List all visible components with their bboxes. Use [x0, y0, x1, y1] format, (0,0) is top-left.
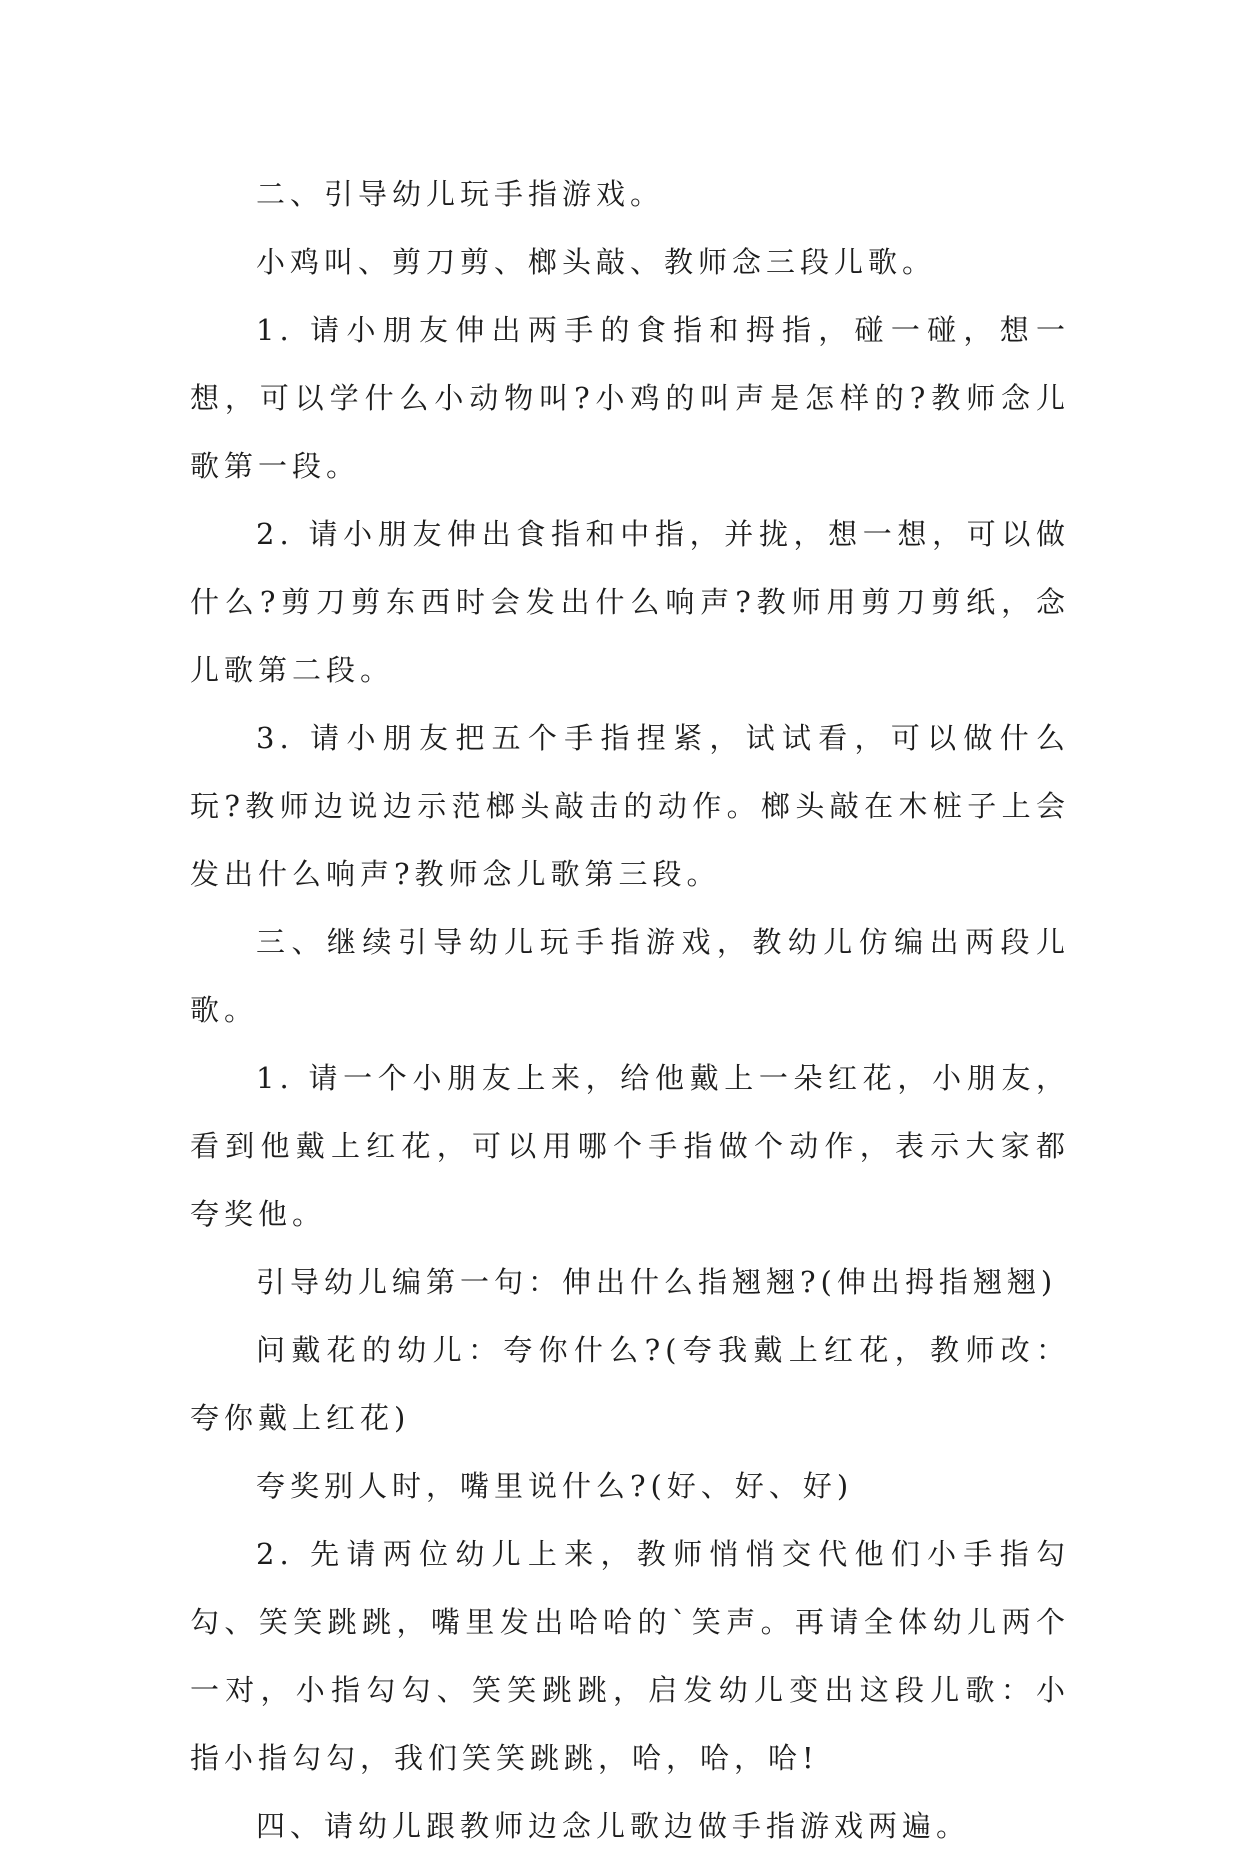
paragraph-question: 问戴花的幼儿：夸你什么?(夸我戴上红花，教师改：夸你戴上红花): [190, 1333, 1070, 1435]
section-heading-2: 二、引导幼儿玩手指游戏。: [256, 177, 665, 211]
document-page: [190, 160, 1070, 1860]
paragraph-step-1: 1. 请小朋友伸出两手的食指和拇指，碰一碰，想一想，可以学什么小动物叫?小鸡的叫声是怎样的?教师念儿歌第一段。: [190, 313, 1070, 483]
paragraph-guide-line-1: 引导幼儿编第一句：伸出什么指翘翘?(伸出拇指翘翘): [256, 1265, 1058, 1299]
section-heading-4: 四、请幼儿跟教师边念儿歌边做手指游戏两遍。: [256, 1809, 971, 1843]
section-heading-3: 三、继续引导幼儿玩手指游戏，教幼儿仿编出两段儿歌。: [190, 925, 1070, 1027]
paragraph-step-2: 2. 请小朋友伸出食指和中指，并拢，想一想，可以做什么?剪刀剪东西时会发出什么响声?教师用剪刀剪纸，念儿歌第二段。: [190, 517, 1070, 687]
paragraph-praise: 夸奖别人时，嘴里说什么?(好、好、好): [256, 1469, 854, 1503]
paragraph-3-step-2: 2. 先请两位幼儿上来，教师悄悄交代他们小手指勾勾、笑笑跳跳，嘴里发出哈哈的`笑声。再请全体幼儿两个一对，小指勾勾、笑笑跳跳，启发幼儿变出这段儿歌：小指小指勾勾，我们笑笑跳跳，哈，哈，哈!: [190, 1537, 1070, 1775]
paragraph-step-3: 3. 请小朋友把五个手指捏紧，试试看，可以做什么玩?教师边说边示范榔头敲击的动作。榔头敲在木桩子上会发出什么响声?教师念儿歌第三段。: [190, 721, 1070, 891]
paragraph-3-step-1: 1. 请一个小朋友上来，给他戴上一朵红花，小朋友，看到他戴上红花，可以用哪个手指做个动作，表示大家都夸奖他。: [190, 1061, 1070, 1231]
paragraph-overview: 小鸡叫、剪刀剪、榔头敲、教师念三段儿歌。: [256, 245, 937, 279]
